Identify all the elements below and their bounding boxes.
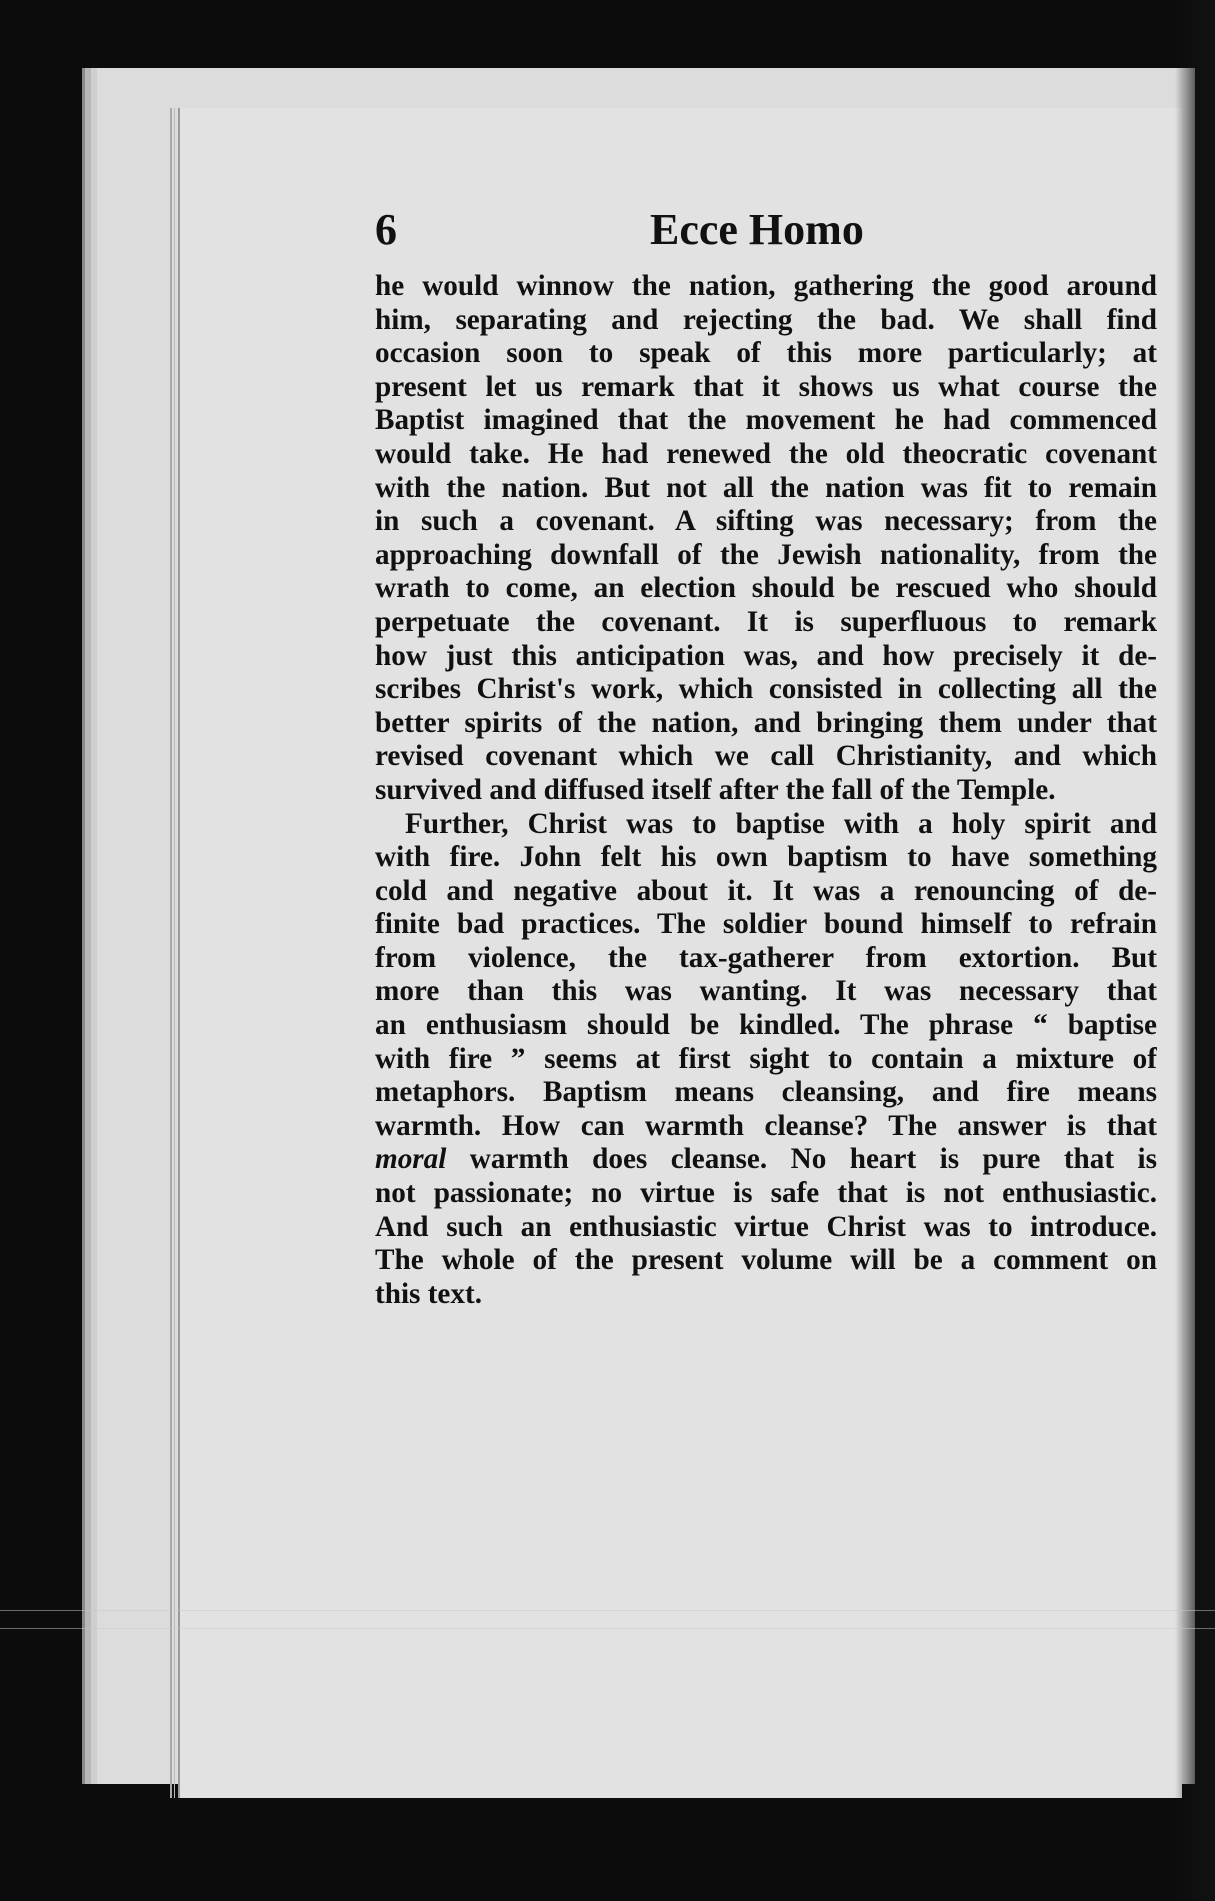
text-line: warmth. How can warmth cleanse? The answer is that [375,1109,1157,1142]
text-line: cold and negative about it. It was a renouncing of de- [375,874,1157,907]
text-line: not passionate; no virtue is safe that is not enthusiastic. [375,1177,1157,1210]
text-line: And such an enthusiastic virtue Christ was to introduce. [375,1210,1157,1243]
italic-word: moral [375,1143,447,1176]
paragraph-1 [375,270,1157,808]
text-line: occasion soon to speak of this more particularly; at [375,337,1157,370]
paragraph-2 [375,808,1157,1312]
text-line: revised covenant which we call Christianity, and which [375,740,1157,773]
binding-shadow [1175,0,1215,1901]
page-number: 6 [375,205,397,254]
text-line: an enthusiasm should be kindled. The phrase “ baptise [375,1009,1157,1042]
text-line: perpetuate the covenant. It is superfluous to remark [375,605,1157,638]
text-line: with fire ” seems at first sight to contain a mixture of [375,1042,1157,1075]
text-line: with the nation. But not all the nation was fit to remain [375,471,1157,504]
scan-artifact-line [0,1628,1215,1629]
text-line: he would winnow the nation, gathering the good around [375,270,1157,302]
text-line: survived and diffused itself after the fall of the Temple. [375,773,1056,806]
text-fragment: warmth does cleanse. No heart is pure that is [446,1143,1157,1176]
text-line: would take. He had renewed the old theocratic covenant [375,437,1157,470]
scan-artifact-line [0,1610,1215,1611]
text-line: metaphors. Baptism means cleansing, and fire means [375,1076,1157,1109]
text-line: present let us remark that it shows us what course the [375,370,1157,403]
text-line: this text. [375,1277,483,1310]
text-line: with fire. John felt his own baptism to have something [375,841,1157,874]
body-text [375,270,1157,1311]
text-line: finite bad practices. The soldier bound himself to refrain [375,908,1157,941]
text-line: in such a covenant. A sifting was necessary; from the [375,505,1157,538]
running-title: Ecce Homo [650,205,864,254]
text-line: him, separating and rejecting the bad. We shall find [375,303,1157,336]
text-line: from violence, the tax-gatherer from extortion. But [375,941,1157,974]
text-line: how just this anticipation was, and how precisely it de- [375,639,1157,672]
text-line: approaching downfall of the Jewish nationality, from the [375,538,1157,571]
page-header [375,200,1155,260]
text-line: The whole of the present volume will be a comment on [375,1244,1157,1277]
text-line: wrath to come, an election should be rescued who should [375,572,1157,605]
text-line: Baptist imagined that the movement he had commenced [375,404,1157,437]
text-line: better spirits of the nation, and bringing them under that [375,706,1157,739]
text-line: Further, Christ was to baptise with a holy spirit and [405,807,1157,840]
text-line: more than this was wanting. It was necessary that [375,975,1157,1008]
text-line [375,1143,1157,1177]
text-line: scribes Christ's work, which consisted in collecting all the [375,673,1157,706]
